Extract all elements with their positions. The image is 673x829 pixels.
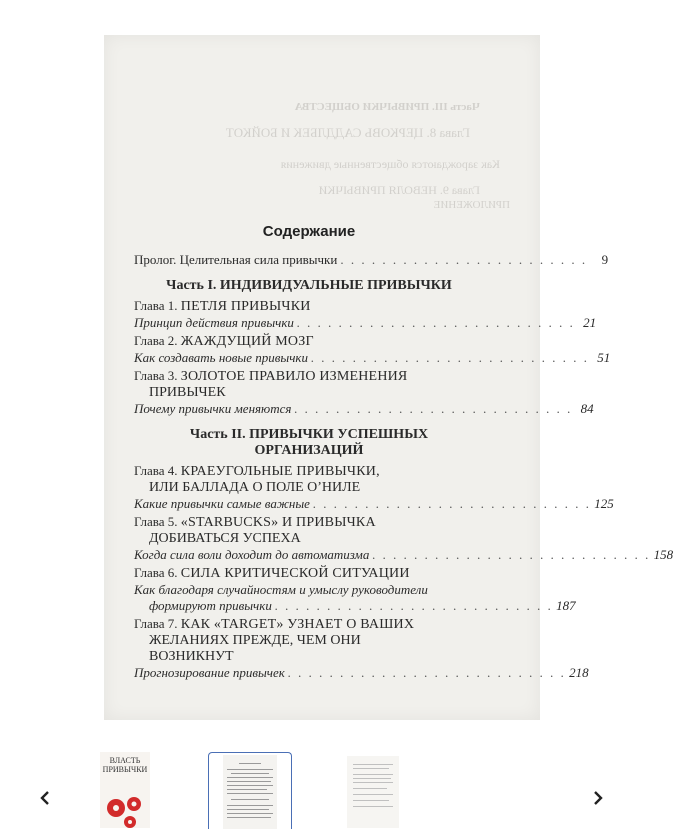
thumbnail-page[interactable] [333,752,415,828]
chevron-left-icon[interactable] [37,790,53,806]
toc-title: Содержание [262,223,356,240]
toc-entry: Как создавать новые привычки . . . . . . . . . . . . . . . . . . . . . . . . . . . 51 [134,350,611,365]
part-heading: Часть I. ИНДИВИДУАЛЬНЫЕ ПРИВЫЧКИ [166,278,452,293]
chapter-heading: Глава 2. ЖАЖДУЩИЙ МОЗГ [134,333,314,349]
thumbnail-carousel [0,740,638,828]
ghost-line: Как зарождаются общественные движения [280,157,500,171]
toc-entry: Почему привычки меняются . . . . . . . . . . . . . . . . . . . . . . . . . . . 84 [134,401,594,416]
chapter-heading: Глава 6. СИЛА КРИТИЧЕСКОЙ СИТУАЦИИ [134,565,410,581]
thumbnail-cover-title: ВЛАСТЬ ПРИВЫЧКИ [102,756,148,774]
thumbnail-cover[interactable] [84,752,166,828]
toc-entry: Когда сила воли доходит до автоматизма . . . . . . . . . . . . . . . . . . . . . . . . . . . 158 [134,547,673,562]
gears-icon [104,792,146,828]
chapter-heading: Глава 3. ЗОЛОТОЕ ПРАВИЛО ИЗМЕНЕНИЯ [134,368,408,384]
ghost-line: ПРИЛОЖЕНИЕ [433,199,510,211]
toc-entry: Прогнозирование привычек . . . . . . . . . . . . . . . . . . . . . . . . . . . 218 [134,665,589,680]
table-of-contents [134,223,673,681]
chapter-heading-cont: ВОЗНИКНУТ [149,649,234,664]
chapter-heading: Глава 7. КАК «TARGET» УЗНАЕТ О ВАШИХ [134,616,415,632]
chapter-heading: Глава 1. ПЕТЛЯ ПРИВЫЧКИ [134,298,311,314]
chapter-heading: Глава 5. «STARBUCKS» И ПРИВЫЧКА [134,514,376,530]
thumbnail-toc-selected[interactable] [208,752,292,829]
ghost-line: Глава 8. ЦЕРКОВЬ САДДЛБЕК И БОЙКОТ [225,125,470,140]
toc-entry: Принцип действия привычки . . . . . . . . . . . . . . . . . . . . . . . . . . . 21 [134,315,597,330]
chapter-heading-cont: ПРИВЫЧЕК [149,385,226,400]
ghost-line: Глава 9. НЕВОЛЯ ПРИВЫЧКИ [318,183,480,197]
toc-entry: формируют привычки . . . . . . . . . . . . . . . . . . . . . . . . . . . 187 [149,598,576,613]
part-heading: Часть II. ПРИВЫЧКИ УСПЕШНЫХ ОРГАНИЗАЦИЙ [189,427,429,458]
chevron-right-icon[interactable] [590,790,606,806]
chapter-heading: Глава 4. КРАЕУГОЛЬНЫЕ ПРИВЫЧКИ, [134,463,380,479]
book-page-image [104,35,673,720]
toc-entry: Как благодаря случайностям и умыслу руководители [134,582,428,597]
toc-entry-prologue: Пролог. Целительная сила привычки . . . . . . . . . . . . . . . . . . . . . . . . 9 [134,252,609,267]
chapter-heading-cont: ЖЕЛАНИЯХ ПРЕЖДЕ, ЧЕМ ОНИ [149,633,361,648]
toc-entry: Какие привычки самые важные . . . . . . . . . . . . . . . . . . . . . . . . . . . 125 [134,496,614,511]
chapter-heading-cont: ИЛИ БАЛЛАДА О ПОЛЕ О’НИЛЕ [149,480,361,495]
chapter-heading-cont: ДОБИВАТЬСЯ УСПЕХА [149,531,301,546]
ghost-line: Часть III. ПРИВЫЧКИ ОБЩЕСТВА [294,101,480,113]
